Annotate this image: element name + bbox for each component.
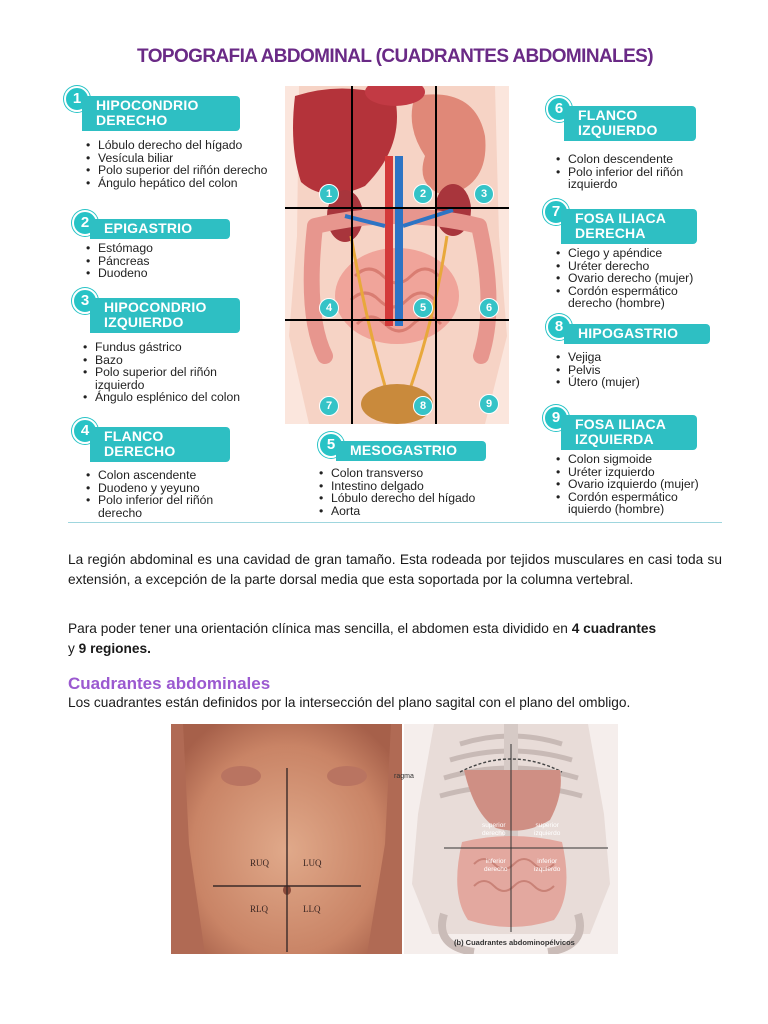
page-title: TOPOGRAFIA ABDOMINAL (CUADRANTES ABDOMINALES): [137, 46, 653, 67]
region-banner: [564, 106, 696, 141]
region-number-badge: 6: [546, 96, 572, 122]
quadrant-label-rlq: RLQ: [250, 904, 268, 914]
quadrant-label-ruq: RUQ: [250, 858, 270, 868]
list-item: • Lóbulo derecho del hígado: [319, 492, 519, 505]
region-item-list: [556, 247, 726, 310]
list-item: • Colon ascendente: [86, 469, 276, 482]
region-title: HIPOCONDRIO: [96, 97, 199, 113]
diagram-region-number: 2: [413, 184, 433, 204]
list-item: • Vejiga: [556, 351, 726, 364]
paragraph-text: y: [68, 640, 79, 656]
list-item: • Colon sigmoide: [556, 453, 726, 466]
list-item: • Vesícula biliar: [86, 152, 286, 165]
list-item: • Uréter derecho: [556, 260, 726, 273]
list-item: • Ovario izquierdo (mujer): [556, 478, 726, 491]
list-item: • Útero (mujer): [556, 376, 726, 389]
region-item-list: [556, 153, 726, 191]
region-number-badge: 2: [72, 210, 98, 236]
list-item: • Lóbulo derecho del hígado: [86, 139, 286, 152]
list-item: • Páncreas: [86, 255, 286, 268]
section-divider: [68, 522, 722, 523]
list-item: • Fundus gástrico: [83, 341, 283, 354]
list-item: • Polo inferior del riñón derecho: [86, 494, 258, 519]
region-title: HIPOGASTRIO: [578, 325, 679, 341]
abdomen-photo: [171, 724, 402, 954]
region-banner: [564, 324, 710, 344]
quadrant-label-superior-izquierdo: [534, 822, 560, 838]
bold-text: 4 cuadrantes: [571, 621, 657, 636]
region-title: FOSA ILIACA: [575, 210, 667, 226]
diaphragm-label: ragma: [394, 773, 414, 780]
label-line: inferior: [537, 858, 558, 865]
label-line: superior: [535, 822, 559, 829]
region-title: HIPOCONDRIO: [104, 299, 207, 315]
list-item: • Polo inferior del riñón izquierdo: [556, 166, 718, 191]
diagram-region-number: 7: [319, 396, 339, 416]
region-number-badge: 1: [64, 86, 90, 112]
region-banner: [82, 96, 240, 131]
region-title: IZQUIERDO: [578, 122, 658, 138]
quadrant-label-inferior-izquierdo: [534, 858, 560, 874]
list-item: • Ovario derecho (mujer): [556, 272, 726, 285]
region-banner: [90, 427, 230, 462]
region-number-badge: 3: [72, 288, 98, 314]
region-number-badge: 5: [318, 432, 344, 458]
region-title: IZQUIERDA: [575, 431, 654, 447]
quadrant-label-luq: LUQ: [303, 858, 322, 868]
diagram-region-number: 5: [413, 298, 433, 318]
region-number-badge: 8: [546, 314, 572, 340]
region-banner: [90, 219, 230, 239]
diagram-region-number: 4: [319, 298, 339, 318]
region-title: FOSA ILIACA: [575, 416, 667, 432]
list-item: • Bazo: [83, 354, 283, 367]
figure-caption: (b) Cuadrantes abdominopélvicos: [454, 938, 575, 947]
list-item: • Duodeno: [86, 267, 286, 280]
bold-text: 9 regiones.: [78, 640, 151, 656]
region-banner: [336, 441, 486, 461]
region-item-list: [86, 139, 286, 189]
region-banner: [90, 298, 240, 333]
region-title: DERECHA: [575, 225, 646, 241]
list-item: • Aorta: [319, 505, 519, 518]
list-item: • Estómago: [86, 242, 286, 255]
list-item: • Pelvis: [556, 364, 726, 377]
region-title: FLANCO: [104, 428, 164, 444]
quadrant-label-llq: LLQ: [303, 904, 321, 914]
list-item: • Cordón espermático iquierdo (hombre): [556, 491, 718, 516]
list-item: • Ciego y apéndice: [556, 247, 726, 260]
diagram-region-number: 3: [474, 184, 494, 204]
label-line: derecho: [482, 830, 506, 837]
label-line: izquierdo: [534, 866, 561, 873]
region-title: FLANCO: [578, 107, 638, 123]
region-number-badge: 4: [72, 418, 98, 444]
region-title: DERECHO: [96, 112, 168, 128]
skeleton-drawing: [404, 724, 618, 954]
label-line: inferior: [485, 858, 506, 865]
region-item-list: [556, 351, 726, 389]
list-item: • Duodeno y yeyuno: [86, 482, 276, 495]
section-heading: Cuadrantes abdominales: [68, 674, 271, 693]
list-item: • Colon transverso: [319, 467, 519, 480]
quadrants-paragraph: Los cuadrantes están definidos por la intersección del plano sagital con el plano del ombligo.: [68, 695, 631, 710]
regions-paragraph: [68, 619, 722, 658]
diagram-region-number: 1: [319, 184, 339, 204]
region-number-badge: 7: [543, 199, 569, 225]
region-number-badge: 9: [543, 405, 569, 431]
list-item: • Intestino delgado: [319, 480, 519, 493]
region-title: IZQUIERDO: [104, 314, 184, 330]
list-item: • Uréter izquierdo: [556, 466, 726, 479]
region-item-list: [86, 242, 286, 280]
abdominopelvic-quadrants-illustration: [394, 724, 618, 954]
region-item-list: [83, 341, 283, 404]
region-item-list: [556, 453, 726, 516]
abdomen-photo-drawing: [171, 724, 402, 954]
region-title: MESOGASTRIO: [350, 442, 458, 458]
diagram-region-number: 8: [413, 396, 433, 416]
diagram-region-number: 9: [479, 394, 499, 414]
list-item: • Cordón espermático derecho (hombre): [556, 285, 708, 310]
label-line: superior: [482, 822, 506, 829]
region-banner: [561, 415, 697, 450]
label-line: derecho: [484, 866, 508, 873]
list-item: • Polo superior del riñón izquierdo: [83, 366, 265, 391]
anatomy-drawing: [285, 86, 509, 424]
region-item-list: [86, 469, 276, 519]
quadrant-label-superior-derecho: [482, 822, 506, 838]
abdominal-anatomy-illustration: [285, 86, 509, 424]
list-item: • Ángulo esplénico del colon: [83, 391, 283, 404]
quadrant-label-inferior-derecho: [484, 858, 508, 874]
list-item: • Colon descendente: [556, 153, 726, 166]
paragraph-text: Para poder tener una orientación clínica mas sencilla, el abdomen esta dividido en: [68, 621, 572, 636]
region-title: EPIGASTRIO: [104, 220, 193, 236]
diagram-region-number: 6: [479, 298, 499, 318]
label-line: izquierdo: [534, 830, 561, 837]
region-banner: [561, 209, 697, 244]
region-title: DERECHO: [104, 443, 176, 459]
list-item: • Polo superior del riñón derecho: [86, 164, 278, 177]
region-item-list: [319, 467, 519, 517]
intro-paragraph: La región abdominal es una cavidad de gran tamaño. Esta rodeada por tejidos musculares en casi toda su extensión, a excepción de la parte dorsal media que esta soportada por la columna vertebral.: [68, 552, 722, 587]
list-item: • Ángulo hepático del colon: [86, 177, 286, 190]
